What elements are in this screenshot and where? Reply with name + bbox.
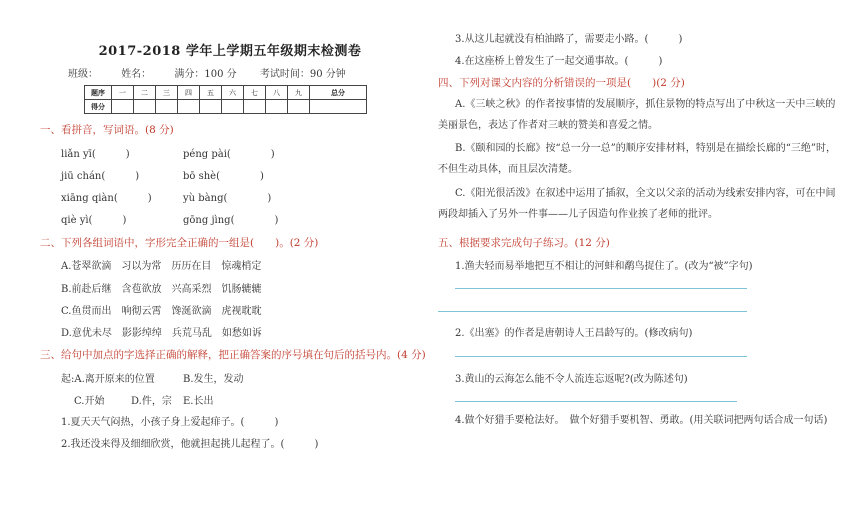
sentence-question: 3.黄山的云海怎么能不令人流连忘返呢?(改为陈述句)	[455, 374, 688, 385]
question-item: 3.从这儿起就没有柏油路了，需要走小路。( )	[455, 34, 683, 45]
full-score-label: 满分：100 分	[174, 69, 237, 80]
name-label: 姓名：	[121, 69, 152, 80]
answer-line[interactable]	[455, 401, 737, 402]
pinyin-item: qiè yì( )	[61, 215, 127, 226]
section-3-heading: 三、给句中加点的字选择正确的解释，把正确答案的序号填在句后的括号内。(4 分)	[40, 349, 426, 361]
analysis-option-c: C.《阳光很活泼》在叙述中运用了插叙，全文以父亲的活动为线索安排内容，可在中间两段却插入了另外一件事——儿子因造句作业挨了老师的批评。	[438, 188, 836, 220]
score-table-col: 八	[266, 86, 288, 100]
score-table-col: 三	[156, 86, 178, 100]
definition-option: E.长出	[183, 396, 214, 407]
class-label: 班级：	[68, 69, 98, 80]
score-table-header-row	[85, 86, 367, 100]
choice-option: D.意优未尽 影影绰绰 兵荒马乱 如愁如诉	[61, 328, 262, 339]
sentence-question: 2.《出塞》的作者是唐朝诗人王昌龄写的。(修改病句)	[455, 328, 693, 339]
score-table-col: 一	[112, 86, 134, 100]
time-label: 考试时间：90 分钟	[259, 69, 346, 80]
answer-line[interactable]	[438, 311, 747, 312]
pinyin-item: péng pài( )	[183, 149, 275, 160]
exam-title: 2017-2018 学年上学期五年级期末检测卷	[98, 44, 362, 59]
section-1-heading: 一、看拼音，写词语。(8 分)	[40, 124, 174, 136]
score-cell[interactable]	[178, 100, 200, 114]
section-4-heading: 四、下列对课文内容的分析错误的一项是( )(2 分)	[438, 77, 685, 89]
pinyin-item: yù bàng( )	[183, 193, 272, 204]
definition-option: C.开始	[74, 396, 105, 407]
score-cell[interactable]	[200, 100, 222, 114]
pinyin-item: xiāng qiàn( )	[61, 193, 152, 204]
pinyin-item: gōng jìng( )	[183, 215, 279, 226]
question-item: 2.我还没来得及细细欣赏，他就担起挑儿起程了。( )	[61, 439, 319, 450]
exam-info	[68, 65, 366, 80]
definition-option: D.件，宗	[131, 396, 172, 407]
pinyin-item: liǎn yī( )	[61, 149, 130, 160]
score-table-total: 总分	[310, 86, 367, 100]
score-table-col: 九	[288, 86, 310, 100]
sentence-question: 4.做个好猎手要枪法好。 做个好猎手要机智、勇敢。(用关联词把两句话合成一句话)	[455, 415, 828, 426]
question-item: 4.在这座桥上曾发生了一起交通事故。( )	[455, 56, 663, 67]
score-cell[interactable]	[112, 100, 134, 114]
score-cell[interactable]	[134, 100, 156, 114]
definition-option: B.发生，发动	[183, 374, 244, 385]
score-table-label: 题序	[85, 86, 112, 100]
section-5-heading: 五、根据要求完成句子练习。(12 分)	[438, 237, 610, 249]
definition-option: 起:A.离开原来的位置	[61, 374, 155, 385]
score-table-col: 六	[222, 86, 244, 100]
score-cell-total[interactable]	[310, 100, 367, 114]
score-cell[interactable]	[266, 100, 288, 114]
score-table-col: 五	[200, 86, 222, 100]
sentence-question: 1.渔夫轻而易举地把互不相让的河蚌和鹬鸟捉住了。(改为“被”字句)	[455, 261, 753, 272]
score-table-label: 得分	[85, 100, 112, 114]
pinyin-item: jiū chán( )	[61, 171, 140, 182]
score-cell[interactable]	[156, 100, 178, 114]
analysis-option-b: B.《颐和园的长廊》按“总一分一总”的顺序安排材料，特别是在描绘长廊的“三绝”时，不但生动具体，而且层次清楚。	[438, 143, 836, 175]
choice-option: A.苍翠欲滴 习以为常 历历在目 惊魂梢定	[61, 261, 262, 272]
score-table-col: 四	[178, 86, 200, 100]
choice-option: C.鱼贯而出 响彻云霄 馋涎欲滴 虎视耽耽	[61, 306, 262, 317]
analysis-option-a: A.《三峡之秋》的作者按事情的发展顺序，抓住景物的特点写出了中秋这一天中三峡的美丽景色，表达了作者对三峡的赞美和喜爱之情。	[438, 99, 836, 131]
score-table-col: 七	[244, 86, 266, 100]
section-2-heading: 二、下列各组词语中，字形完全正确的一组是( )。(2 分)	[40, 237, 319, 249]
score-cell[interactable]	[288, 100, 310, 114]
choice-option: B.前赴后继 含苞欲放 兴高采烈 饥肠辘辘	[61, 284, 262, 295]
score-table-score-row	[85, 100, 367, 114]
answer-line[interactable]	[455, 288, 747, 289]
pinyin-item: bō shè( )	[183, 171, 264, 182]
score-cell[interactable]	[222, 100, 244, 114]
score-table-col: 二	[134, 86, 156, 100]
score-cell[interactable]	[244, 100, 266, 114]
score-table	[84, 85, 367, 114]
answer-line[interactable]	[455, 356, 747, 357]
question-item: 1.夏天天气闷热，小孩子身上爱起痱子。( )	[61, 417, 279, 428]
